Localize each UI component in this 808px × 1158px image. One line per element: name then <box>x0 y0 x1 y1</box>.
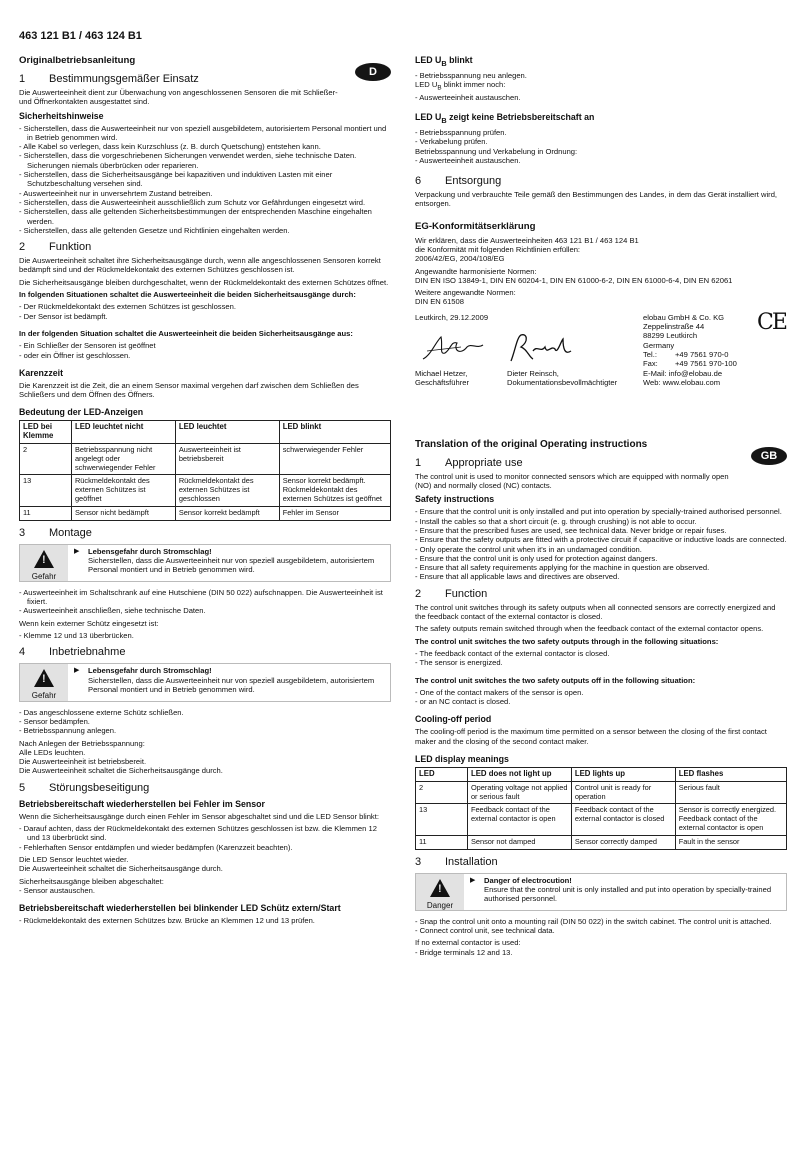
list-item: - Ensure that the safety outputs are fitted with a protective circuit if capacitive or inductive loads are connected. <box>415 535 787 544</box>
list-item: - Install the cables so that a short circuit (e. g. through crushing) is not able to occur. <box>415 517 787 526</box>
list <box>19 708 391 736</box>
list <box>19 916 391 925</box>
de-section-6-heading: 6 Entsorgung <box>415 175 502 188</box>
list-item: - Rückmeldekontakt des externen Schützes bzw. Brücke an Klemmen 12 und 13 prüfen. <box>19 916 391 925</box>
paragraph: Die Karenzzeit ist die Zeit, die an einem Sensor maximal vergehen darf zwischen dem Schließen des Schließers und dem Öffnen des Öffners. <box>19 380 359 400</box>
de-section-2-heading: 2 Funktion <box>19 241 92 254</box>
list-item: - Auswerteeinheit austauschen. <box>415 156 787 165</box>
list-item: - Ensure that all safety requirements applying for the machine in question are observed. <box>415 563 787 572</box>
eg-declaration-heading: EG-Konformitätserklärung <box>415 220 536 232</box>
en-led-table <box>415 767 787 850</box>
table-cell: Sensor is correctly energized. Feedback contact of the external contactor is open <box>675 804 786 835</box>
list-item: - Auswerteeinheit im Schaltschrank auf eine Hutschiene (DIN 50 022) aufschnappen. Die Auswerteeinheit ist fixiert. <box>19 588 391 607</box>
list <box>19 302 391 321</box>
en-section-3-heading: 3 Installation <box>415 855 498 868</box>
table-row <box>20 475 391 506</box>
list-item: - Ensure that the prescribed fuses are used, see technical data. Never bridge or repair fuses. <box>415 526 787 535</box>
paragraph: The control unit switches the two safety outputs through in the following situations: <box>415 636 719 646</box>
paragraph: Die Auswerteeinheit schaltet die Sicherheitsausgänge durch. <box>19 766 223 776</box>
paragraph: The cooling-off period is the maximum time permitted on a sensor between the closing of the first contact maker and the closing of the second contact maker. <box>415 727 767 746</box>
table-header-cell: LED blinkt <box>279 421 390 444</box>
list <box>415 688 787 707</box>
paragraph: Sicherheitsausgänge bleiben abgeschaltet: <box>19 876 164 886</box>
list <box>415 71 787 80</box>
subheading: Betriebsbereitschaft wiederherstellen bei blinkender LED Schütz extern/Start <box>19 903 341 914</box>
table-cell: Sensor nicht bedämpft <box>71 506 175 520</box>
de-section-1-text: Die Auswerteeinheit dient zur Überwachung von angeschlossenen Sensoren die mit Schließer- und Öffnerkontakten ausgestattet sind. <box>19 88 338 107</box>
table-cell: Sensor not damped <box>467 835 571 849</box>
paragraph: In der folgenden Situation schaltet die Auswerteeinheit die beiden Sicherheitsausgänge aus: <box>19 328 353 338</box>
de-karenz-heading: Karenzzeit <box>19 367 63 378</box>
list-item: - Sicherstellen, dass alle geltenden Sicherheitsbestimmungen der entsprechenden Maschine eingehalten werden. <box>19 207 391 226</box>
list-item: - Sicherstellen, dass alle geltenden Gesetze und Richtlinien eingehalten werden. <box>19 226 391 235</box>
list-item: - Connect control unit, see technical data. <box>415 926 787 935</box>
list <box>415 917 787 936</box>
list-item: - Ensure that the control unit is only used for protection against dangers. <box>415 554 787 563</box>
list <box>415 948 787 957</box>
list-item: - or an NC contact is closed. <box>415 697 787 706</box>
danger-warning <box>19 663 391 701</box>
table-header-row <box>416 768 787 782</box>
list-item: - oder ein Öffner ist geschlossen. <box>19 351 391 360</box>
language-badge-gb: GB <box>751 447 787 465</box>
paragraph: Betriebsspannung und Verkabelung in Ordnung: <box>415 146 578 156</box>
table-cell: Rückmeldekontakt des externen Schützes ist geschlossen <box>175 475 279 506</box>
list-item: - Sicherstellen, dass die vorgeschriebenen Sicherungen verwendet werden, siehe technische Daten. Sicherungen niemals überbrücken oder reparieren. <box>19 151 391 170</box>
paragraph: Nach Anlegen der Betriebsspannung: <box>19 738 145 748</box>
table-header-cell: LED <box>416 768 468 782</box>
paragraph: DIN EN 61508 <box>415 297 464 307</box>
warning-text: Sicherstellen, dass die Auswerteeinheit nur von speziell ausgebildetem, autorisiertem Personal montiert und in Betrieb genommen wird. <box>88 555 375 575</box>
table-cell: Sensor korrekt bedämpft <box>175 506 279 520</box>
table-cell: Betriebsspannung nicht angelegt oder schwerwiegender Fehler <box>71 444 175 475</box>
place-date: Leutkirch, 29.12.2009 <box>415 312 489 322</box>
en-safety-heading: Safety instructions <box>415 494 495 505</box>
list-item: - The feedback contact of the external contactor is closed. <box>415 649 787 658</box>
list-item: - Sicherstellen, dass die Sicherheitsausgänge bei kapazitiven und induktiven Lasten mit einer Schutzbeschaltung versehen sind. <box>19 170 391 189</box>
list-item: - Sicherstellen, dass die Auswerteeinheit nur von speziell ausgebildetem, autorisiertem Personal montiert und in Betrieb genommen wird. <box>19 124 391 143</box>
arrow-right-icon: ▶ <box>470 876 476 884</box>
warning-label: Gefahr <box>31 691 57 701</box>
list-item: - Der Sensor ist bedämpft. <box>19 312 391 321</box>
paragraph: In folgenden Situationen schaltet die Auswerteeinheit die beiden Sicherheitsausgänge durch: <box>19 290 356 300</box>
list-item: - Auswerteeinheit austauschen. <box>415 93 787 102</box>
en-section-2-heading: 2 Function <box>415 587 488 600</box>
signature-hetzer <box>421 333 485 363</box>
list <box>415 128 787 147</box>
list <box>19 886 391 895</box>
paragraph: The control unit switches through its safety outputs when all connected sensors are correctly energized and the feedback contact of the external contactor is closed. <box>415 602 776 622</box>
list-item: - The sensor is energized. <box>415 658 787 667</box>
list-item: - One of the contact makers of the sensor is open. <box>415 688 787 697</box>
warning-triangle-icon <box>34 669 54 687</box>
ce-mark: CE <box>757 309 786 335</box>
table-cell: schwerwiegender Fehler <box>279 444 390 475</box>
table-header-cell: LED lights up <box>571 768 675 782</box>
document-title: 463 121 B1 / 463 124 B1 <box>19 30 142 42</box>
en-intro <box>415 449 787 491</box>
paragraph: die Konformität mit folgenden Richtlinien erfüllen: <box>415 244 581 254</box>
list <box>19 824 391 852</box>
list-item: - Only operate the control unit when it's in an undamaged condition. <box>415 545 787 554</box>
table-cell: 13 <box>416 804 468 835</box>
table-header-cell: LED bei Klemme <box>20 421 72 444</box>
paragraph: Die Auswerteeinheit schaltet ihre Sicherheitsausgänge durch, wenn alle angeschlossenen Sensoren korrekt bedämpft sind und der Rückmeldekontakt des externen Schützes geschlossen ist. <box>19 256 381 275</box>
warning-title: Lebensgefahr durch Stromschlag! <box>88 666 212 676</box>
warning-triangle-icon <box>34 550 54 568</box>
en-led-heading: LED display meanings <box>415 754 509 764</box>
de-safety-heading: Sicherheitshinweise <box>19 110 104 121</box>
paragraph: The control unit switches the two safety outputs off in the following situation: <box>415 675 696 685</box>
paragraph: Wenn kein externer Schütz eingesetzt ist: <box>19 618 159 628</box>
paragraph: Die Sicherheitsausgänge bleiben durchgeschaltet, wenn der Rückmeldekontakt des externen Schützes öffnet. <box>19 277 389 287</box>
table-cell: Rückmeldekontakt des externen Schützes ist geöffnet <box>71 475 175 506</box>
arrow-right-icon: ▶ <box>74 547 80 555</box>
table-cell: Control unit is ready for operation <box>571 781 675 804</box>
table-header-row <box>20 421 391 444</box>
table-cell: Auswerteeinheit ist betriebsbereit <box>175 444 279 475</box>
de-section-3-heading: 3 Montage <box>19 526 92 539</box>
list-item: - Auswerteeinheit nur in unversehrtem Zustand betreiben. <box>19 189 391 198</box>
company-address: elobau GmbH & Co. KG Zeppelinstraße 44 88299 Leutkirch Germany Tel.: +49 7561 970-0 Fax: +49 7561 970-100 E-Mail: info@elobau.de Web: www.elobau.com <box>643 312 737 387</box>
danger-warning <box>19 544 391 582</box>
list-item: - Betriebsspannung anlegen. <box>19 726 391 735</box>
table-cell: 11 <box>416 835 468 849</box>
paragraph: LED $U_B$ blinkt immer noch: <box>415 80 506 92</box>
table-cell: Sensor korrekt bedämpft. Rückmeldekontakt des externen Schützes ist geöffnet <box>279 475 390 506</box>
table-cell: Sensor correctly damped <box>571 835 675 849</box>
table-cell: 13 <box>20 475 72 506</box>
list-item: - Ein Schließer der Sensoren ist geöffnet <box>19 341 391 350</box>
table-cell: Fault in the sensor <box>675 835 786 849</box>
table-row <box>20 444 391 475</box>
list-item: - Verkabelung prüfen. <box>415 137 787 146</box>
de-ub-ready-heading: LED $U_B$ zeigt keine Betriebsbereitschaft an <box>415 112 595 125</box>
paragraph: Angewandte harmonisierte Normen: <box>415 266 537 276</box>
list-item: - Der Rückmeldekontakt des externen Schützes ist geschlossen. <box>19 302 391 311</box>
table-cell: 2 <box>416 781 468 804</box>
de-led-table <box>19 420 391 520</box>
warning-text: Ensure that the control unit is only installed and put into operation by specially-trained authorised personnel. <box>484 884 772 904</box>
de-ub-blink-heading: LED $U_B$ blinkt <box>415 55 473 68</box>
list <box>19 341 391 360</box>
list <box>19 588 391 616</box>
paragraph: 2006/42/EG, 2004/108/EG <box>415 254 505 264</box>
list-item: - Auswerteeinheit anschließen, siehe technische Daten. <box>19 606 391 615</box>
list <box>415 93 787 102</box>
table-cell: 11 <box>20 506 72 520</box>
de-safety-list <box>19 124 391 236</box>
list-item: - Sensor bedämpfen. <box>19 717 391 726</box>
warning-title: Lebensgefahr durch Stromschlag! <box>88 546 212 556</box>
paragraph: DIN EN ISO 13849-1, DIN EN 60204-1, DIN EN 61000-6-2, DIN EN 61000-6-4, DIN EN 62061 <box>415 275 733 285</box>
en-safety-list <box>415 507 787 581</box>
table-cell: Feedback contact of the external contactor is open <box>467 804 571 835</box>
paragraph: Verpackung und verbrauchte Teile gemäß den Bestimmungen des Landes, in dem das Gerät installiert wird, entsorgen. <box>415 190 778 209</box>
warning-label: Danger <box>426 900 454 910</box>
table-row <box>20 506 391 520</box>
table-header-cell: LED does not light up <box>467 768 571 782</box>
subheading: Betriebsbereitschaft wiederherstellen bei Fehler im Sensor <box>19 798 265 809</box>
table-row <box>416 835 787 849</box>
paragraph: Weitere angewandte Normen: <box>415 288 516 298</box>
right-column <box>415 55 787 960</box>
language-badge-de: D <box>355 63 391 81</box>
de-intro <box>19 66 391 107</box>
table-cell: Fehler im Sensor <box>279 506 390 520</box>
signature-reinsch <box>507 331 573 365</box>
de-section-1-heading: 1 Bestimmungsgemäßer Einsatz <box>19 73 199 85</box>
table-cell: 2 <box>20 444 72 475</box>
danger-warning <box>415 873 787 911</box>
table-cell: Serious fault <box>675 781 786 804</box>
list <box>415 156 787 165</box>
en-section-1-heading: 1 Appropriate use <box>415 456 523 469</box>
warning-triangle-icon <box>430 879 450 897</box>
list-item: - Alle Kabel so verlegen, dass kein Kurzschluss (z. B. durch Quetschung) entstehen kann. <box>19 142 391 151</box>
list-item: - Bridge terminals 12 and 13. <box>415 948 787 957</box>
paragraph: Wenn die Sicherheitsausgänge durch einen Fehler im Sensor abgeschaltet sind und die LED Sensor blinkt: <box>19 811 379 821</box>
signer-2: Dieter Reinsch, Dokumentationsbevollmächtigter <box>507 368 618 388</box>
list-item: - Ensure that the control unit is only installed and put into operation by specially-trained authorised personnel. <box>415 507 787 516</box>
list-item: - Klemme 12 und 13 überbrücken. <box>19 631 391 640</box>
list <box>415 649 787 668</box>
table-cell: Operating voltage not applied or serious fault <box>467 781 571 804</box>
table-header-cell: LED leuchtet nicht <box>71 421 175 444</box>
list-item: - Betriebsspannung neu anlegen. <box>415 71 787 80</box>
declaration-block <box>415 309 787 399</box>
list <box>19 631 391 640</box>
paragraph: The safety outputs remain switched through when the feedback contact of the external contactor opens. <box>415 624 764 634</box>
table-row <box>416 781 787 804</box>
list-item: - Fehlerhaften Sensor entdämpfen und wieder bedämpfen (Karenzzeit beachten). <box>19 843 391 852</box>
de-led-heading: Bedeutung der LED-Anzeigen <box>19 407 144 418</box>
list-item: - Das angeschlossene externe Schütz schließen. <box>19 708 391 717</box>
warning-text: Sicherstellen, dass die Auswerteeinheit nur von speziell ausgebildetem, autorisiertem Personal montiert und in Betrieb genommen wird. <box>88 675 375 694</box>
de-section-5-heading: 5 Störungsbeseitigung <box>19 781 150 794</box>
list-item: - Ensure that all applicable laws and directives are observed. <box>415 572 787 581</box>
list-item: - Sicherstellen, dass die Auswerteeinheit ausschließlich zum Schutz vor Gefährdungen eingesetzt wird. <box>19 198 391 207</box>
paragraph: Die Auswerteeinheit schaltet die Sicherheitsausgänge durch. <box>19 864 223 874</box>
de-subtitle: Originalbetriebsanleitung <box>19 55 136 66</box>
list-item: - Betriebsspannung prüfen. <box>415 128 787 137</box>
en-cooling-heading: Cooling-off period <box>415 714 492 725</box>
de-section-4-heading: 4 Inbetriebnahme <box>19 646 126 659</box>
warning-title: Danger of electrocution! <box>484 875 572 885</box>
list-item: - Sensor austauschen. <box>19 886 391 895</box>
table-header-cell: LED leuchtet <box>175 421 279 444</box>
paragraph: Alle LEDs leuchten. <box>19 747 86 757</box>
list-item: - Snap the control unit onto a mounting rail (DIN 50 022) in the switch cabinet. The control unit is attached. <box>415 917 787 926</box>
en-section-1-text: The control unit is used to monitor connected sensors which are equipped with normally open (NO) and normally closed (NC) contacts. <box>415 471 729 491</box>
en-title: Translation of the original Operating instructions <box>415 438 648 450</box>
german-column <box>19 55 391 928</box>
table-cell: Feedback contact of the external contactor is closed <box>571 804 675 835</box>
signer-1: Michael Hetzer, Geschäftsführer <box>415 368 470 388</box>
paragraph: Wir erklären, dass die Auswerteeinheiten 463 121 B1 / 463 124 B1 <box>415 235 639 245</box>
arrow-right-icon: ▶ <box>74 667 80 675</box>
paragraph: If no external contactor is used: <box>415 938 521 948</box>
paragraph: Die LED Sensor leuchtet wieder. <box>19 854 129 864</box>
warning-label: Gefahr <box>31 571 57 581</box>
paragraph: Die Auswerteeinheit ist betriebsbereit. <box>19 757 147 767</box>
table-row <box>416 804 787 835</box>
table-header-cell: LED flashes <box>675 768 786 782</box>
list-item: - Darauf achten, dass der Rückmeldekontakt des externen Schützes geschlossen ist bzw. die Klemmen 12 und 13 überbrückt sind. <box>19 824 391 843</box>
